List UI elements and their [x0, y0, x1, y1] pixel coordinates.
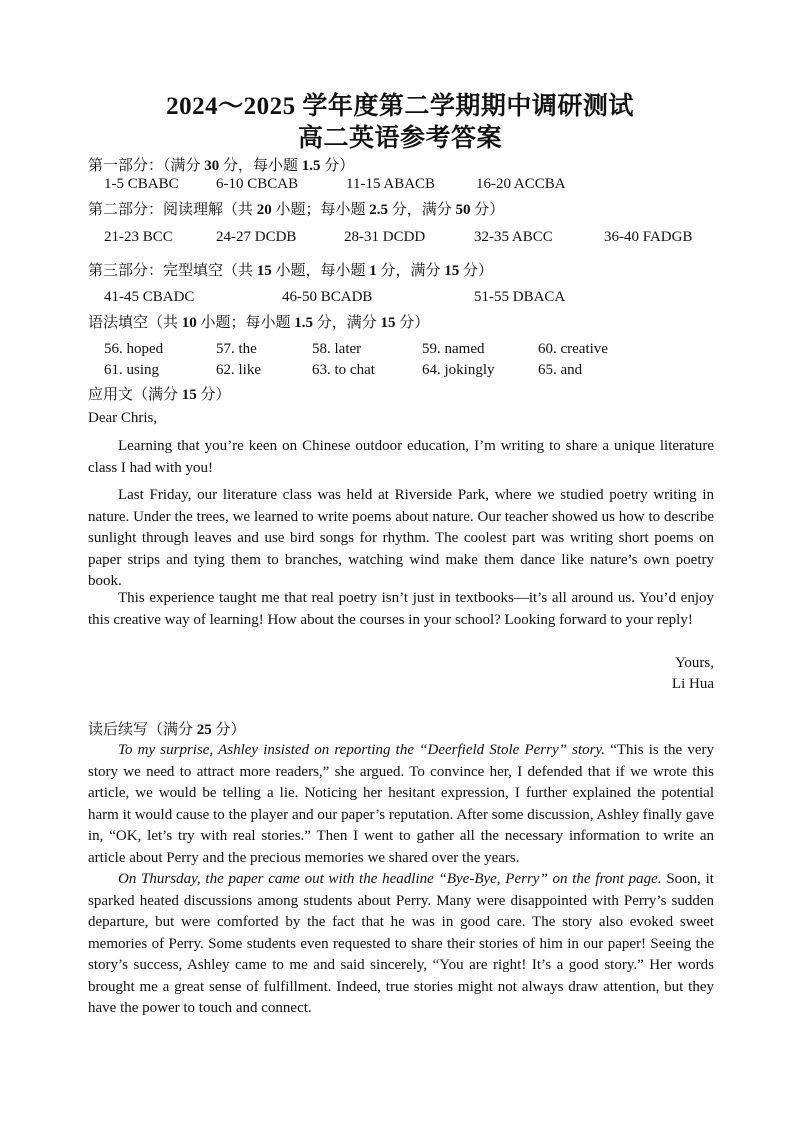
grammar-answers-row2 [0, 362, 800, 382]
answer-group: 24-27 DCDB [216, 229, 297, 245]
exam-subtitle: 高二英语参考答案 [297, 125, 502, 152]
letter-closing: Yours, [675, 655, 714, 671]
answer-item: 58. later [312, 341, 362, 357]
answer-group: 11-15 ABACB [346, 176, 436, 192]
continuation-paragraph-2: On Thursday, the paper came out with the headline “Bye-Bye, Perry” on the front page. Soon, it sparked heated discussions among students about Perry. Many were disappointed with Perry’s sudden departure, but were comforted by the fact that he was in good care. The story also evoked sweet memories of Perry. Some students even requested to share their stories of him in our paper! Seeing the story’s success, Ashley came to me and said sincerely, “You are right! It’s a good story.” Her words brought me a great sense of fulfillment. Indeed, true stories might not always draw attention, but they have the power to touch and connect. [88, 871, 714, 1016]
answer-item: 57. the [216, 341, 257, 357]
letter-signature: Li Hua [671, 676, 714, 692]
letter-greeting: Dear Chris, [88, 410, 158, 426]
grammar-heading: 语法填空（共 10 小题；每小题 1.5 分，满分 15 分） [88, 315, 430, 331]
answer-item: 62. like [216, 362, 261, 378]
answer-group: 46-50 BCADB [282, 289, 373, 305]
continuation-paragraph-1: To my surprise, Ashley insisted on reporting the “Deerfield Stole Perry” story. “This is the very story we need to attract more readers,” she argued. To convince her, I defended that if we wrote this article, we would be telling a lie. Noticing her hesitant expression, I further explained the potential harm it would cause to the player and our paper’s reputation. After some discussion, Ashley finally gave in, “OK, let’s try with real stories.” Then I went to gather all the necessary information to write an article about Perry and the precious memories we shared over the years. [88, 742, 715, 866]
part3-answers [0, 289, 800, 309]
letter-paragraph-3: This experience taught me that real poetry isn’t just in textbooks—it’s all around us. You’d enjoy this creative way of learning! How about the courses in your school? Looking forward to your reply! [88, 590, 714, 628]
answer-item: 65. and [538, 362, 583, 378]
writing-heading: 应用文（满分 15 分） [88, 387, 231, 403]
part1-heading: 第一部分：（满分 30 分，每小题 1.5 分） [88, 158, 355, 174]
answer-group: 21-23 BCC [104, 229, 173, 245]
continuation-heading: 读后续写（满分 25 分） [88, 722, 246, 738]
answer-group: 1-5 CBABC [104, 176, 179, 192]
answer-group: 28-31 DCDD [344, 229, 426, 245]
answer-item: 63. to chat [312, 362, 375, 378]
exam-title: 2024～2025 学年度第二学期期中调研测试 [166, 93, 634, 120]
answer-item: 59. named [422, 341, 485, 357]
part2-heading: 第二部分：阅读理解（共 20 小题；每小题 2.5 分，满分 50 分） [88, 202, 505, 218]
letter-paragraph-1: Learning that you’re keen on Chinese outdoor education, I’m writing to share a unique literature class I had with you! [88, 438, 714, 476]
answer-group: 36-40 FADGB [604, 229, 693, 245]
answer-item: 60. creative [538, 341, 608, 357]
letter-paragraph-2: Last Friday, our literature class was held at Riverside Park, where we studied poetry writing in nature. Under the trees, we learned to write poems about nature. Our teacher showed us how to describe sunlight through leaves and use bird songs for rhythm. The coolest part was writing short poems on paper strips and tying them to branches, watching wind make them dance like nature’s own poetry book. [88, 487, 714, 589]
answer-group: 32-35 ABCC [474, 229, 553, 245]
answer-group: 16-20 ACCBA [476, 176, 566, 192]
part2-answers [0, 229, 800, 249]
answer-group: 41-45 CBADC [104, 289, 195, 305]
answer-item: 61. using [104, 362, 160, 378]
grammar-answers-row1 [0, 341, 800, 361]
answer-group: 51-55 DBACA [474, 289, 566, 305]
answer-group: 6-10 CBCAB [216, 176, 299, 192]
part1-answers [0, 176, 800, 196]
answer-item: 56. hoped [104, 341, 164, 357]
answer-item: 64. jokingly [422, 362, 495, 378]
part3-heading: 第三部分：完型填空（共 15 小题，每小题 1 分，满分 15 分） [88, 263, 494, 279]
